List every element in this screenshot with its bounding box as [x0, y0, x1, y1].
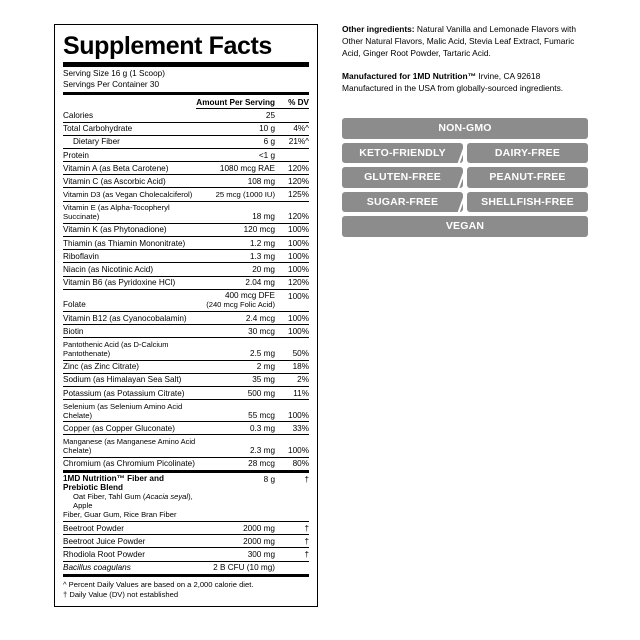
ingredient-name: Bacillus coagulans	[63, 561, 196, 575]
ingredient-dv: †	[275, 522, 309, 535]
manufactured-for-address: Irvine, CA 92618	[476, 71, 541, 82]
nutrient-dv: 100%	[275, 400, 309, 422]
header-spacer	[63, 97, 196, 109]
ingredient-amount: 2000 mg	[196, 522, 275, 535]
nutrient-name: Vitamin B12 (as Cyanocobalamin)	[63, 311, 196, 324]
badge-dairy-free: DAIRY-FREE	[467, 143, 588, 164]
nutrient-amount: 35 mg	[196, 373, 275, 386]
table-row	[63, 250, 309, 263]
nutrient-name: Folate	[63, 289, 196, 311]
table-row	[63, 360, 309, 373]
table-row	[63, 162, 309, 175]
nutrient-name: Vitamin K (as Phytonadione)	[63, 223, 196, 236]
table-row	[63, 223, 309, 236]
table-row	[63, 175, 309, 188]
nutrient-dv: 125%	[275, 188, 309, 201]
table-row	[63, 188, 309, 201]
ingredient-name: Rhodiola Root Powder	[63, 548, 196, 561]
blend-name: 1MD Nutrition™ Fiber and Prebiotic Blend	[63, 474, 164, 493]
badge-shellfish-free: SHELLFISH-FREE	[467, 192, 588, 213]
table-row-folate	[63, 289, 309, 311]
nutrient-dv: 4%^	[275, 122, 309, 135]
table-row	[63, 109, 309, 122]
ingredient-dv: †	[275, 548, 309, 561]
nutrient-dv: 18%	[275, 360, 309, 373]
table-row	[63, 311, 309, 324]
right-column	[342, 24, 592, 95]
nutrient-amount: 500 mg	[196, 386, 275, 399]
nutrient-dv: 120%	[275, 162, 309, 175]
nutrient-dv: 50%	[275, 338, 309, 360]
nutrient-dv: 100%	[275, 223, 309, 236]
manufactured-for-line	[342, 71, 592, 83]
badge-gluten-free: GLUTEN-FREE	[342, 167, 463, 188]
servings-per-container: Servings Per Container 30	[63, 79, 160, 89]
blend-amount: 8 g	[196, 471, 275, 521]
nutrient-dv	[275, 109, 309, 122]
nutrient-dv: 100%	[275, 325, 309, 338]
nutrient-amount: 108 mg	[196, 175, 275, 188]
table-row	[63, 276, 309, 289]
nutrient-dv: 120%	[275, 175, 309, 188]
other-ingredients-text: Natural Vanilla and Lemonade Flavors with Other Natural Flavors, Malic Acid, Stevia Leaf Extract, Fumaric Acid, Ginger Root Powder, Tartaric Acid.	[342, 24, 576, 58]
nutrient-name: Pantothenic Acid (as D-Calcium Pantothenate)	[63, 338, 196, 360]
badge-non-gmo: NON-GMO	[342, 118, 588, 139]
nutrient-amount: 25 mcg (1000 IU)	[196, 188, 275, 201]
nutrient-amount: 10 g	[196, 122, 275, 135]
table-row	[63, 522, 309, 535]
nutrient-amount: 2.3 mg	[196, 435, 275, 457]
claims-badge-block	[342, 118, 588, 241]
folate-amount-secondary: (240 mcg Folic Acid)	[206, 300, 275, 310]
nutrition-table	[63, 97, 309, 577]
nutrient-dv: 120%	[275, 276, 309, 289]
ingredient-amount: 300 mg	[196, 548, 275, 561]
folate-amount-primary: 400 mcg DFE	[224, 291, 275, 301]
nutrient-name: Vitamin E (as Alpha-Tocopheryl Succinate)	[63, 201, 196, 223]
nutrient-amount: 20 mg	[196, 263, 275, 276]
ingredient-amount: 2000 mg	[196, 535, 275, 548]
nutrient-amount: 25	[196, 109, 275, 122]
nutrient-name: Copper (as Copper Gluconate)	[63, 422, 196, 435]
table-row	[63, 435, 309, 457]
badge-row	[342, 167, 588, 188]
badge-row	[342, 216, 588, 237]
table-row	[63, 386, 309, 399]
header-dv: % DV	[275, 97, 309, 109]
nutrient-name: Calories	[63, 109, 196, 122]
nutrient-name: Biotin	[63, 325, 196, 338]
table-row	[63, 325, 309, 338]
other-ingredients-label: Other ingredients:	[342, 24, 415, 34]
nutrient-name: Niacin (as Nicotinic Acid)	[63, 263, 196, 276]
title-divider	[63, 62, 309, 67]
nutrient-amount: 1.3 mg	[196, 250, 275, 263]
blend-sub-line-1: Oat Fiber, Tahl Gum (Acacia seyal), Apple	[73, 492, 193, 511]
nutrient-dv	[275, 148, 309, 161]
blend-name-cell	[63, 471, 196, 521]
nutrient-name: Potassium (as Potassium Citrate)	[63, 386, 196, 399]
nutrient-amount: 2.4 mcg	[196, 311, 275, 324]
table-header-row	[63, 97, 309, 109]
nutrient-amount: 28 mcg	[196, 457, 275, 471]
nutrient-amount: 55 mcg	[196, 400, 275, 422]
nutrient-dv: 100%	[275, 263, 309, 276]
nutrient-amount: <1 g	[196, 148, 275, 161]
nutrient-name: Riboflavin	[63, 250, 196, 263]
blend-dv: †	[275, 471, 309, 521]
nutrient-amount: 1080 mcg RAE	[196, 162, 275, 175]
nutrient-amount: 120 mcg	[196, 223, 275, 236]
table-row	[63, 373, 309, 386]
nutrient-dv: 100%	[275, 311, 309, 324]
nutrient-amount: 0.3 mg	[196, 422, 275, 435]
table-row	[63, 561, 309, 575]
blend-sub-line-2: Fiber, Guar Gum, Rice Bran Fiber	[63, 510, 177, 520]
nutrient-amount: 1.2 mg	[196, 237, 275, 250]
nutrient-name: Sodium (as Himalayan Sea Salt)	[63, 373, 196, 386]
nutrient-dv: 100%	[275, 250, 309, 263]
table-row	[63, 237, 309, 250]
nutrient-amount: 18 mg	[196, 201, 275, 223]
serving-size: Serving Size 16 g (1 Scoop)	[63, 69, 165, 79]
manufacturer-info	[342, 71, 592, 95]
table-row	[63, 263, 309, 276]
header-amount: Amount Per Serving	[196, 98, 275, 108]
badge-vegan: VEGAN	[342, 216, 588, 237]
nutrient-dv: 100%	[275, 289, 309, 311]
nutrient-dv: 100%	[275, 435, 309, 457]
nutrient-name: Protein	[63, 148, 196, 161]
badge-row	[342, 192, 588, 213]
nutrient-amount: 2.04 mg	[196, 276, 275, 289]
nutrient-dv: 120%	[275, 201, 309, 223]
nutrient-name: Thiamin (as Thiamin Mononitrate)	[63, 237, 196, 250]
ingredient-amount: 2 B CFU (10 mg)	[196, 561, 275, 575]
nutrient-dv: 80%	[275, 457, 309, 471]
nutrient-dv: 2%	[275, 373, 309, 386]
badge-row	[342, 143, 588, 164]
other-ingredients	[342, 24, 592, 59]
ingredient-name: Beetroot Juice Powder	[63, 535, 196, 548]
nutrient-name: Total Carbohydrate	[63, 122, 196, 135]
nutrient-dv: 100%	[275, 237, 309, 250]
badge-sugar-free: SUGAR-FREE	[342, 192, 463, 213]
nutrient-name: Manganese (as Manganese Amino Acid Chelate)	[63, 435, 196, 457]
nutrient-amount: 2 mg	[196, 360, 275, 373]
manufactured-for-label: Manufactured for 1MD Nutrition™	[342, 71, 476, 82]
supplement-facts-panel	[54, 24, 318, 607]
nutrient-amount: 2.5 mg	[196, 338, 275, 360]
nutrient-name: Vitamin D3 (as Vegan Cholecalciferol)	[63, 188, 196, 201]
badge-keto-friendly: KETO-FRIENDLY	[342, 143, 463, 164]
table-row	[63, 122, 309, 135]
footnote-daily-values: ^ Percent Daily Values are based on a 2,000 calorie diet.	[63, 579, 254, 589]
ingredient-dv: †	[275, 535, 309, 548]
badge-row	[342, 118, 588, 139]
nutrient-name: Chromium (as Chromium Picolinate)	[63, 457, 196, 471]
nutrient-amount	[196, 289, 275, 311]
nutrient-name: Zinc (as Zinc Citrate)	[63, 360, 196, 373]
table-row	[63, 457, 309, 471]
nutrient-dv: 11%	[275, 386, 309, 399]
manufactured-in-line: Manufactured in the USA from globally-sourced ingredients.	[342, 83, 564, 94]
ingredient-dv	[275, 561, 309, 575]
nutrient-name: Vitamin A (as Beta Carotene)	[63, 162, 196, 175]
nutrient-dv: 33%	[275, 422, 309, 435]
badge-peanut-free: PEANUT-FREE	[467, 167, 588, 188]
panel-title: Supplement Facts	[63, 32, 272, 60]
table-row	[63, 135, 309, 148]
nutrient-name: Vitamin C (as Ascorbic Acid)	[63, 175, 196, 188]
table-row	[63, 548, 309, 561]
nutrient-amount: 30 mcg	[196, 325, 275, 338]
table-row	[63, 535, 309, 548]
nutrient-name: Vitamin B6 (as Pyridoxine HCl)	[63, 276, 196, 289]
nutrient-name: Selenium (as Selenium Amino Acid Chelate)	[63, 400, 196, 422]
nutrient-amount: 6 g	[196, 135, 275, 148]
footnote-dv-not-established: † Daily Value (DV) not established	[63, 590, 179, 600]
table-row	[63, 422, 309, 435]
nutrient-name: Dietary Fiber	[63, 135, 196, 148]
table-row	[63, 201, 309, 223]
nutrient-dv: 21%^	[275, 135, 309, 148]
serving-divider	[63, 92, 309, 95]
table-row	[63, 338, 309, 360]
blend-botanical: Acacia seyal	[145, 492, 189, 502]
blend-row	[63, 471, 309, 521]
table-row	[63, 148, 309, 161]
table-row	[63, 400, 309, 422]
ingredient-name: Beetroot Powder	[63, 522, 196, 535]
